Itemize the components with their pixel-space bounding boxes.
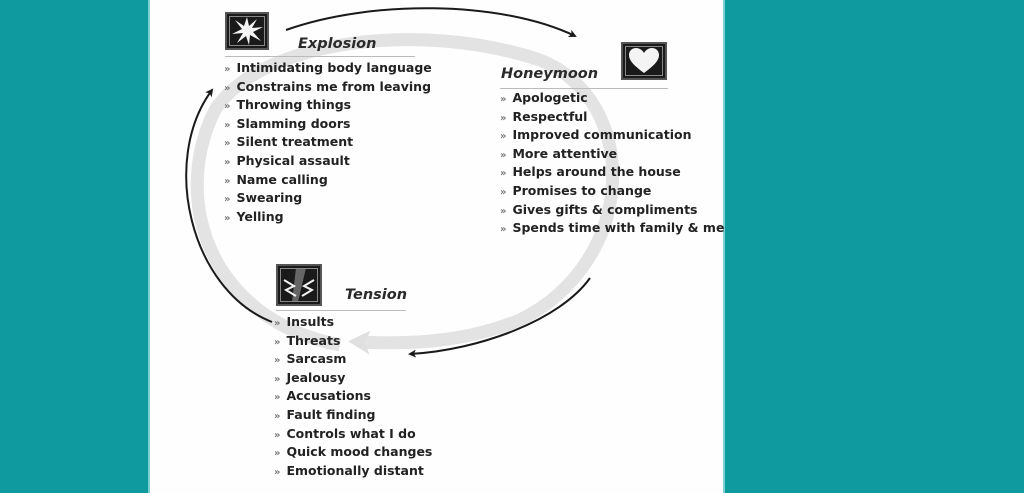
list-item: » Swearing [224, 190, 303, 206]
list-item: » Fault finding [274, 406, 376, 422]
heart-icon [621, 42, 667, 80]
honeymoon-list [500, 89, 724, 238]
arrow-explosion-to-honeymoon [286, 8, 575, 36]
list-item: » Helps around the house [500, 164, 681, 180]
explosion-list [224, 59, 432, 226]
list-item: » Sarcasm [274, 351, 347, 367]
list-item: » Emotionally distant [274, 462, 424, 478]
list-item: » More attentive [500, 145, 618, 161]
list-item: » Physical assault [224, 152, 350, 168]
lightning-cracks-icon [276, 264, 322, 306]
list-item: » Improved communication [500, 127, 692, 143]
list-item: » Intimidating body language [224, 60, 432, 75]
list-item: » Accusations [274, 388, 371, 404]
list-item: » Slamming doors [224, 115, 351, 131]
list-item: » Quick mood changes [274, 444, 433, 460]
list-item: » Respectful [500, 108, 588, 124]
list-item: » Threats [274, 332, 341, 348]
divider [276, 310, 406, 311]
list-item: » Controls what I do [274, 425, 416, 441]
list-item: » Throwing things [224, 97, 352, 113]
list-item: » Insults [274, 314, 335, 329]
list-item: » Name calling [224, 171, 328, 187]
list-item: » Apologetic [500, 90, 588, 105]
stage-title-honeymoon: Honeymoon [501, 66, 599, 82]
list-item: » Jealousy [274, 369, 346, 385]
list-item: » Yelling [224, 208, 284, 224]
tension-list [274, 313, 432, 480]
list-item: » Constrains me from leaving [224, 78, 432, 94]
starburst-icon [225, 12, 269, 50]
list-item: » Spends time with family & me [500, 220, 725, 236]
list-item: » Gives gifts & compliments [500, 201, 698, 217]
stage-title-explosion: Explosion [298, 36, 377, 52]
list-item: » Promises to change [500, 182, 652, 198]
divider [225, 56, 415, 57]
list-item: » Silent treatment [224, 134, 354, 150]
stage-title-tension: Tension [345, 287, 408, 303]
